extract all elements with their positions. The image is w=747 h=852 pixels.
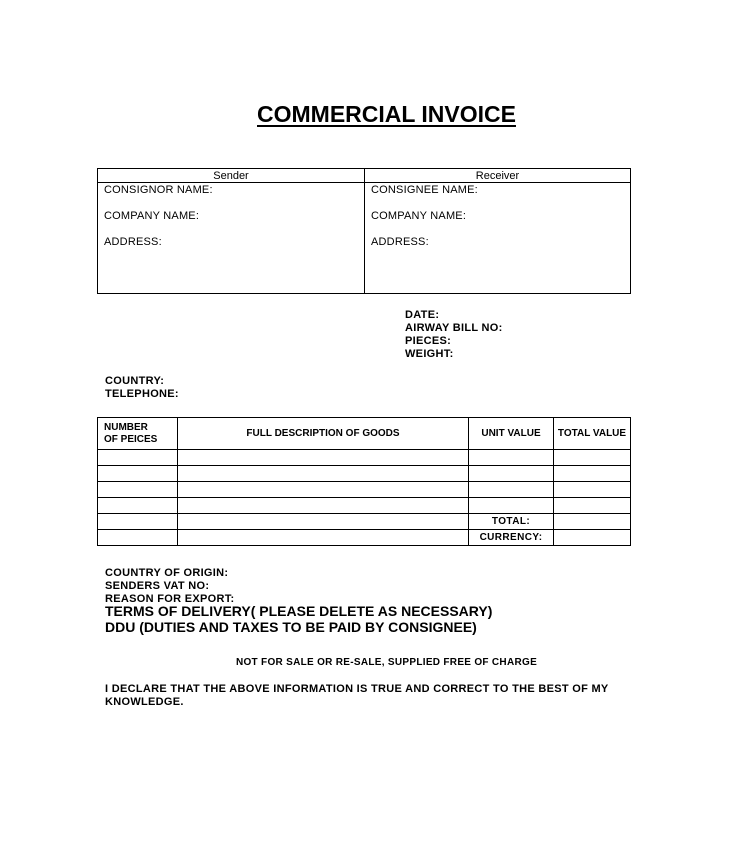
table-row	[98, 482, 631, 498]
table-cell[interactable]	[554, 466, 631, 482]
parties-box	[97, 168, 631, 294]
table-cell[interactable]	[178, 530, 469, 546]
goods-table	[97, 417, 631, 546]
goods-table-header	[98, 418, 631, 450]
table-cell[interactable]	[554, 498, 631, 514]
header-unit-value: UNIT VALUE	[469, 418, 554, 450]
table-cell[interactable]	[98, 498, 178, 514]
declaration-line1: I DECLARE THAT THE ABOVE INFORMATION IS TRUE AND CORRECT TO THE BEST OF MY	[105, 683, 609, 695]
table-cell[interactable]	[98, 514, 178, 530]
total-label: TOTAL:	[469, 514, 554, 530]
header-number-line1: NUMBER	[104, 421, 148, 433]
table-cell[interactable]	[469, 450, 554, 466]
table-cell[interactable]	[98, 482, 178, 498]
receiver-heading: Receiver	[365, 169, 630, 183]
table-cell[interactable]	[554, 450, 631, 466]
table-cell[interactable]	[178, 450, 469, 466]
weight-field[interactable]: WEIGHT:	[405, 348, 454, 360]
table-cell[interactable]	[98, 530, 178, 546]
airway-bill-field[interactable]: AIRWAY BILL NO:	[405, 322, 503, 334]
header-total-value: TOTAL VALUE	[554, 418, 631, 450]
sender-company-name-field[interactable]: COMPANY NAME:	[104, 210, 200, 222]
country-field[interactable]: COUNTRY:	[105, 375, 165, 387]
terms-of-delivery: TERMS OF DELIVERY( PLEASE DELETE AS NECESSARY)	[105, 603, 493, 619]
consignor-name-field[interactable]: CONSIGNOR NAME:	[104, 184, 213, 196]
not-for-sale-notice: NOT FOR SALE OR RE-SALE, SUPPLIED FREE OF CHARGE	[235, 657, 538, 668]
table-cell[interactable]	[178, 498, 469, 514]
sender-address-field[interactable]: ADDRESS:	[104, 236, 162, 248]
table-cell[interactable]	[469, 482, 554, 498]
currency-value-cell[interactable]	[554, 530, 631, 546]
table-cell[interactable]	[554, 482, 631, 498]
page-title: COMMERCIAL INVOICE	[257, 101, 516, 127]
table-cell[interactable]	[178, 514, 469, 530]
table-row	[98, 466, 631, 482]
table-cell[interactable]	[469, 498, 554, 514]
declaration-line2: KNOWLEDGE.	[105, 696, 184, 708]
table-row	[98, 450, 631, 466]
header-number-line2: OF PEICES	[104, 433, 158, 445]
date-field[interactable]: DATE:	[405, 309, 440, 321]
senders-vat-field[interactable]: SENDERS VAT NO:	[105, 580, 210, 592]
receiver-company-name-field[interactable]: COMPANY NAME:	[371, 210, 467, 222]
total-value-cell[interactable]	[554, 514, 631, 530]
receiver-section	[365, 169, 630, 293]
total-row	[98, 514, 631, 530]
country-of-origin-field[interactable]: COUNTRY OF ORIGIN:	[105, 567, 229, 579]
header-number-of-pieces	[98, 418, 178, 450]
pieces-field[interactable]: PIECES:	[405, 335, 452, 347]
currency-row	[98, 530, 631, 546]
sender-section	[98, 169, 365, 293]
table-cell[interactable]	[469, 466, 554, 482]
ddu-terms: DDU (DUTIES AND TAXES TO BE PAID BY CONSIGNEE)	[105, 619, 477, 635]
table-row	[98, 498, 631, 514]
consignee-name-field[interactable]: CONSIGNEE NAME:	[371, 184, 478, 196]
telephone-field[interactable]: TELEPHONE:	[105, 388, 179, 400]
header-description: FULL DESCRIPTION OF GOODS	[178, 418, 469, 450]
reason-for-export-field[interactable]: REASON FOR EXPORT:	[105, 593, 235, 605]
receiver-address-field[interactable]: ADDRESS:	[371, 236, 429, 248]
table-cell[interactable]	[178, 466, 469, 482]
table-cell[interactable]	[98, 466, 178, 482]
sender-heading: Sender	[98, 169, 364, 183]
currency-label: CURRENCY:	[469, 530, 554, 546]
table-cell[interactable]	[98, 450, 178, 466]
table-cell[interactable]	[178, 482, 469, 498]
